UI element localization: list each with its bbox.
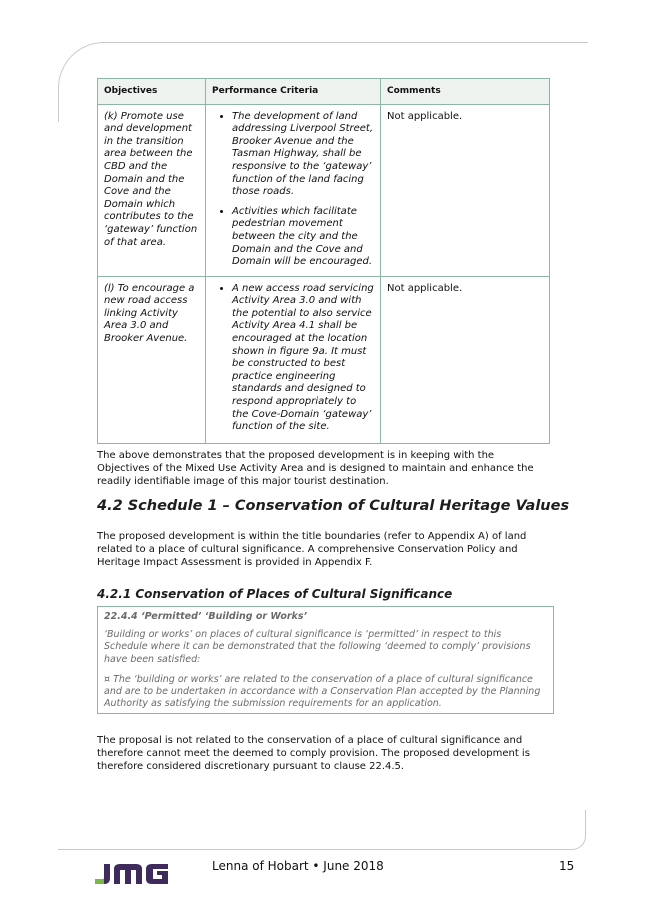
section-paragraph: The proposed development is within the title boundaries (refer to Appendix A) of land related to a place of cultural significance. A comprehensive Conservation Policy and Heritage Impact Assessment is provided in Appendix F. [97,531,527,568]
table-header-row [98,79,550,105]
criteria-cell [206,104,381,276]
provision-item: ¤ The ‘building or works’ are related to the conservation of a place of cultural significance and are to be undertaken in accordance with a Conservation Plan accepted by the Planning Authority as satisfying the submission requirements for an application. [104,673,541,710]
objective-cell: (k) Promote use and development in the transition area between the CBD and the Domain and the Cove and the Domain which contributes to the ‘gateway’ function of that area. [98,104,206,276]
closing-paragraph: The proposal is not related to the conservation of a place of cultural significance and therefore cannot meet the deemed to comply provision. The proposed development is therefore considered discretionary pursuant to clause 22.4.5. [97,735,530,772]
page-corner-bottom-right [546,810,586,850]
summary-paragraph: The above demonstrates that the proposed development is in keeping with the Objectives of the Mixed Use Activity Area and is designed to maintain and enhance the readily identifiable image of this major tourist destination. [97,450,534,487]
quoted-provision-box [97,606,554,714]
header-objectives: Objectives [98,79,206,105]
subsection-heading: 4.2.1 Conservation of Places of Cultural Significance [97,587,453,601]
left-margin-rule [58,102,59,122]
criteria-cell [206,276,381,443]
provision-paragraph: ‘Building or works’ on places of cultural significance is ‘permitted’ in respect to this Schedule where it can be demonstrated that the following ‘deemed to comply’ provisions have been satisfied: [104,629,531,665]
jmg-logo [92,863,170,885]
table-row [98,276,550,443]
comment-cell: Not applicable. [381,276,550,443]
provision-title: 22.4.4 ‘Permitted’ ‘Building or Works’ [104,611,308,622]
footer-rule [58,849,548,850]
objective-cell: (l) To encourage a new road access linking Activity Area 3.0 and Brooker Avenue. [98,276,206,443]
objectives-table [97,78,550,444]
criteria-item: • A new access road servicing Activity Area 3.0 and with the potential to also service Activity Area 4.1 shall be encouraged at the location shown in figure 9a. It must be constructed to best practice engineering standards and designed to respond appropriately to the Cove-Domain ‘gateway’ function of the site. [232,283,374,434]
header-comments: Comments [381,79,550,105]
comment-cell: Not applicable. [381,104,550,276]
section-heading: 4.2 Schedule 1 – Conservation of Cultural Heritage Values [97,498,570,514]
table-row [98,104,550,276]
criteria-item: • Activities which facilitate pedestrian movement between the city and the Domain and the Cove and Domain will be encouraged. [232,206,374,269]
footer-document-title: Lenna of Hobart • June 2018 [212,859,384,873]
header-performance-criteria: Performance Criteria [206,79,381,105]
criteria-item: • The development of land addressing Liverpool Street, Brooker Avenue and the Tasman Highway, shall be responsive to the ‘gateway’ function of the land facing those roads. [232,111,374,199]
page-number: 15 [559,859,575,873]
header-rule [118,42,588,43]
